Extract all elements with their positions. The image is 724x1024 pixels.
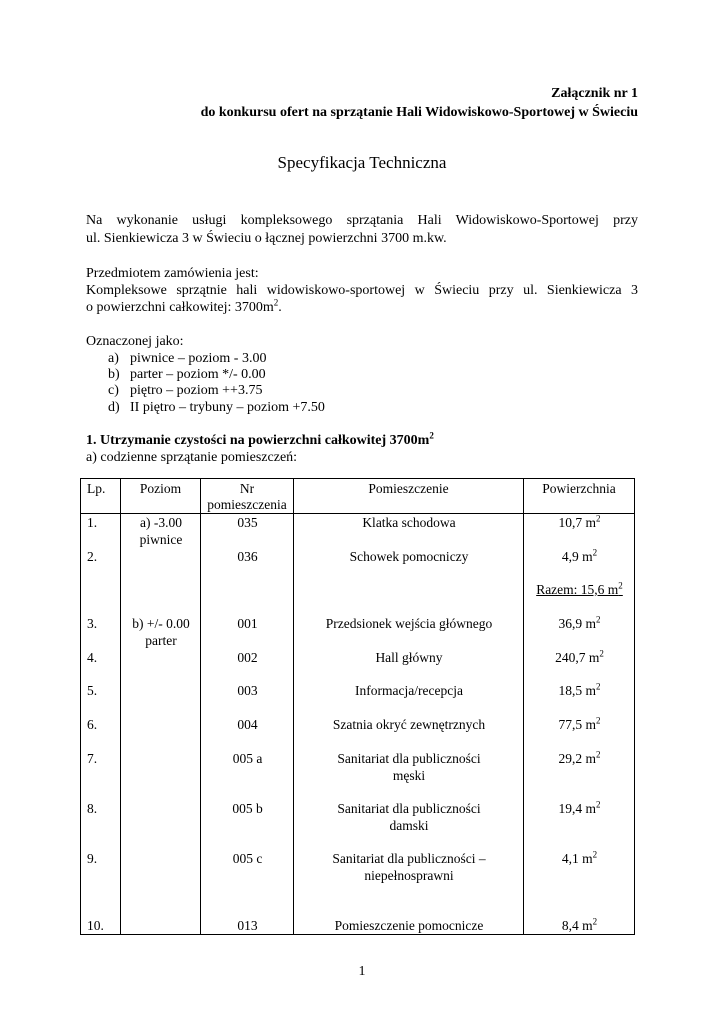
room-number: 036 xyxy=(237,549,258,564)
row-lp: 5. xyxy=(87,683,98,698)
header-level: Poziom xyxy=(121,479,201,514)
list-item: parter – poziom */- 0.00 xyxy=(130,367,266,382)
room-name: Sanitariat dla publiczności – xyxy=(332,851,486,866)
room-name: Sanitariat dla publiczności xyxy=(337,751,481,766)
room-name-cont: niepełnosprawni xyxy=(364,868,454,883)
subtotal: Razem: 15,6 $m^2$ xyxy=(536,580,623,597)
row-lp: 2. xyxy=(87,549,98,564)
room-name: Przedsionek wejścia głównego xyxy=(325,616,493,631)
row-lp: 6. xyxy=(87,717,98,732)
table-body xyxy=(81,514,635,935)
list-marker: d) xyxy=(108,400,120,415)
level-ground: b) +/- 0.00 xyxy=(132,616,190,631)
level-basement: a) -3.00 xyxy=(140,515,182,530)
intro-line-2: ul. Sienkiewicza 3 w Świeciu o łącznej powierzchni 3700 m.kw. xyxy=(86,231,447,246)
room-number: 005 a xyxy=(232,751,263,766)
row-lp: 10. xyxy=(87,918,104,933)
room-name: Schowek pomocniczy xyxy=(349,549,469,564)
room-name: Klatka schodowa xyxy=(362,515,456,530)
room-name: Sanitariat dla publiczności xyxy=(337,801,481,816)
table-header-row xyxy=(81,479,635,514)
room-number: 013 xyxy=(237,918,258,933)
page-number: 1 xyxy=(358,964,366,979)
room-number: 005 c xyxy=(232,851,263,866)
header-area: Powierzchnia xyxy=(524,479,635,514)
level-ground-label: parter xyxy=(145,633,177,648)
row-lp: 4. xyxy=(87,650,98,665)
intro-line-1: Na wykonanie usługi kompleksowego sprzątania Hali Widowiskowo-Sportowej przy xyxy=(86,213,638,228)
room-area: 4,1 $m^2$ xyxy=(561,849,598,866)
level-basement-label: piwnice xyxy=(139,532,183,547)
room-area: 10,7 $m^2$ xyxy=(558,513,601,530)
room-number: 002 xyxy=(237,650,258,665)
room-name: Szatnia okryć zewnętrznych xyxy=(332,717,486,732)
list-marker: a) xyxy=(108,351,119,366)
subject-line-2: o powierzchni całkowitej: $3700m^2$. xyxy=(86,297,282,315)
room-number: 005 b xyxy=(232,801,263,816)
annex-subtitle: do konkursu ofert na sprzątanie Hali Widowiskowo-Sportowej w Świeciu xyxy=(200,105,638,120)
area-column xyxy=(524,514,635,935)
header-room-number: Nr pomieszczenia xyxy=(201,479,294,514)
row-lp: 3. xyxy=(87,616,98,631)
room-name: Hall główny xyxy=(375,650,443,665)
designated-heading: Oznaczonej jako: xyxy=(86,334,184,349)
page-title: Specyfikacja Techniczna xyxy=(277,153,447,172)
room-name-cont: męski xyxy=(392,768,426,783)
header-room: Pomieszczenie xyxy=(294,479,524,514)
row-lp: 8. xyxy=(87,801,98,816)
annex-label: Załącznik nr 1 xyxy=(551,86,638,101)
room-number-column xyxy=(201,514,294,935)
room-column xyxy=(294,514,524,935)
rooms-table xyxy=(80,478,635,935)
list-marker: b) xyxy=(108,367,120,382)
room-area: 240,7 $m^2$ xyxy=(555,648,604,665)
subject-line-1: Kompleksowe sprzątnie hali widowiskowo-sportowej w Świeciu przy ul. Sienkiewicza 3 xyxy=(86,283,638,298)
list-item: piętro – poziom ++3.75 xyxy=(130,383,263,398)
row-lp: 9. xyxy=(87,851,98,866)
room-area: 4,9 $m^2$ xyxy=(561,547,598,564)
room-number: 004 xyxy=(237,717,258,732)
room-name: Pomieszczenie pomocnicze xyxy=(334,918,484,933)
room-area: 8,4 $m^2$ xyxy=(561,916,598,933)
list-marker: c) xyxy=(108,383,119,398)
room-area: 19,4 $m^2$ xyxy=(558,799,601,816)
lp-column xyxy=(81,514,121,935)
room-number: 035 xyxy=(237,515,258,530)
room-number: 003 xyxy=(237,683,258,698)
room-name: Informacja/recepcja xyxy=(355,683,463,698)
section-heading: 1. Utrzymanie czystości na powierzchni całkowitej $3700m^2$ xyxy=(86,430,434,448)
subject-heading: Przedmiotem zamówienia jest: xyxy=(86,266,259,281)
list-item: piwnice – poziom - 3.00 xyxy=(130,351,267,366)
room-area: 36,9 $m^2$ xyxy=(558,614,601,631)
room-area: 29,2 $m^2$ xyxy=(558,749,601,766)
list-item: II piętro – trybuny – poziom +7.50 xyxy=(130,400,325,415)
section-subheading: a) codzienne sprzątanie pomieszczeń: xyxy=(86,450,298,465)
level-column xyxy=(121,514,201,935)
row-lp: 7. xyxy=(87,751,98,766)
header-lp: Lp. xyxy=(81,479,121,514)
room-name-cont: damski xyxy=(389,818,429,833)
room-area: 18,5 $m^2$ xyxy=(558,681,601,698)
room-area: 77,5 $m^2$ xyxy=(558,715,601,732)
room-number: 001 xyxy=(237,616,258,631)
row-lp: 1. xyxy=(87,515,98,530)
